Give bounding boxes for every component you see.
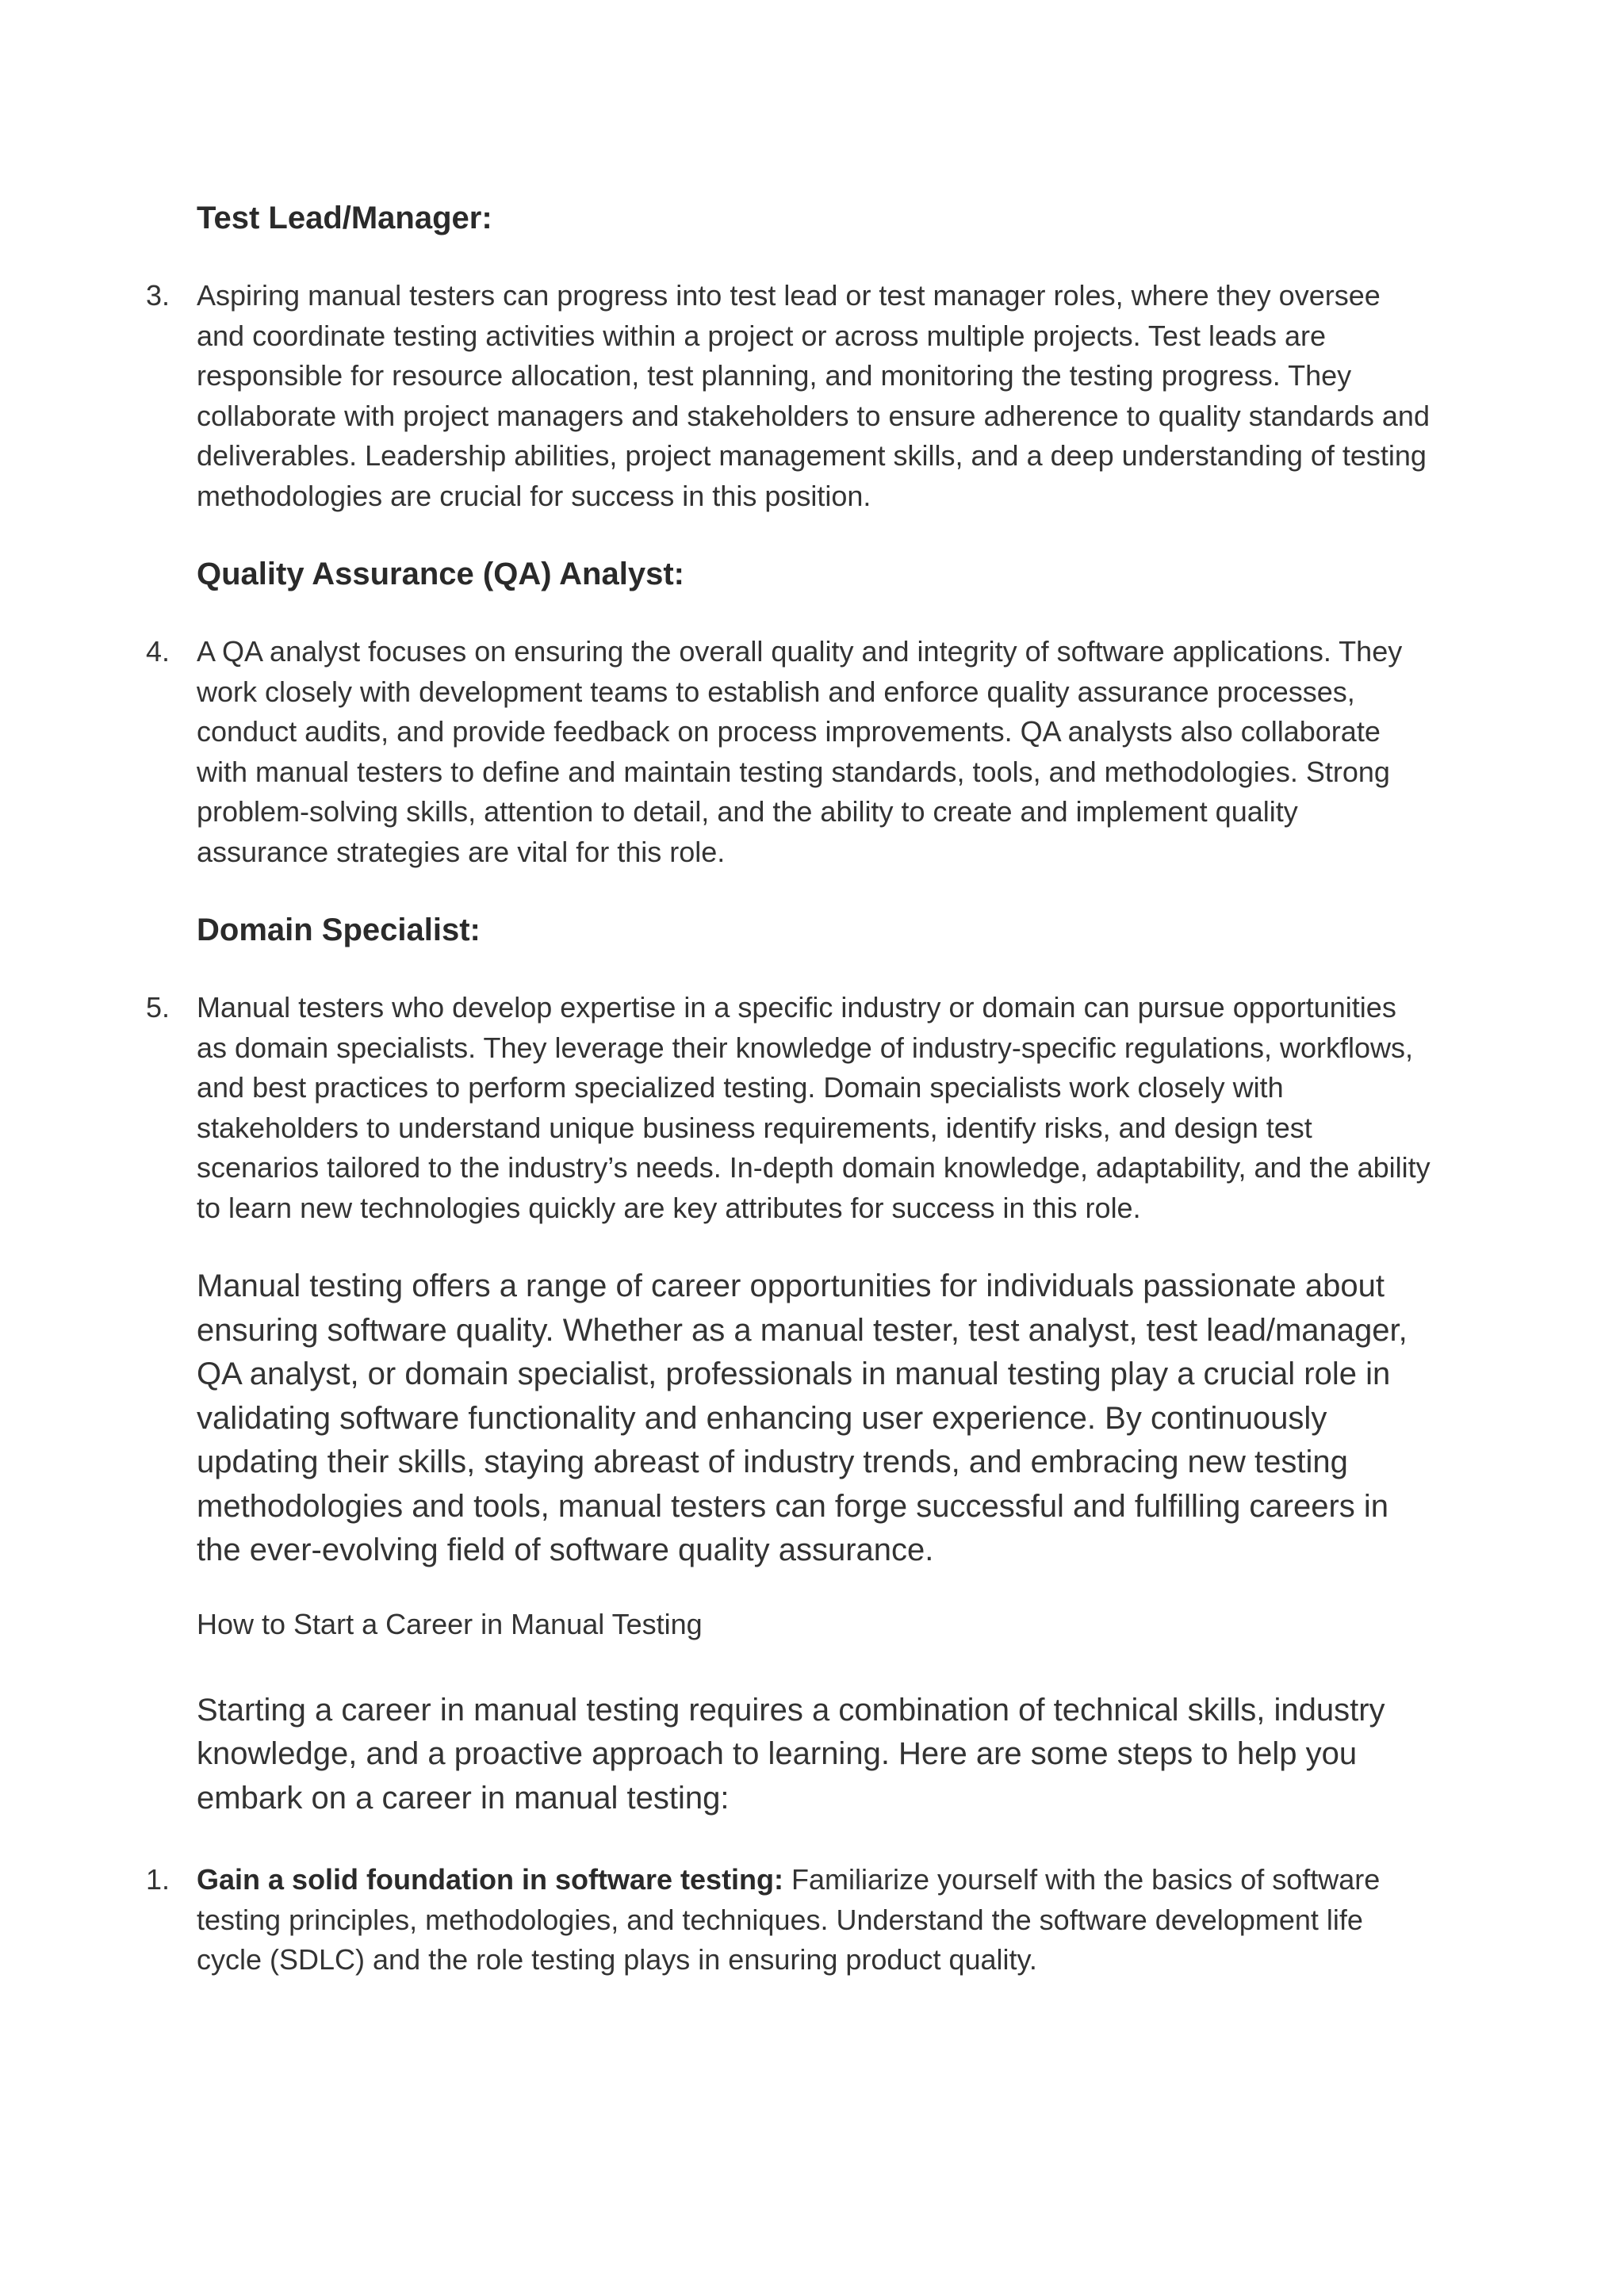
list-item-qa-analyst [146, 632, 1434, 872]
document-content [146, 197, 1434, 2017]
section-subtitle: How to Start a Career in Manual Testing [197, 1607, 703, 1640]
section-heading-qa-analyst: Quality Assurance (QA) Analyst: [197, 557, 684, 591]
list-item-text: A QA analyst focuses on ensuring the overall quality and integrity of software applications. They work closely with development teams to establish and enforce quality assurance processes, conduct audits, and provide feedback on process improvements. QA analysts also collaborate with manual testers to define and maintain testing standards, tools, and methodologies. Strong problem-solving skills, attention to detail, and the ability to create and implement quality assurance strategies are vital for this role. [197, 635, 1403, 868]
list-item-text: Aspiring manual testers can progress into test lead or test manager roles, where they oversee and coordinate testing activities within a project or across multiple projects. Test leads are responsible for resource allocation, test planning, and monitoring the testing progress. They collaborate with project managers and stakeholders to ensure adherence to quality standards and deliverables. Leadership abilities, project management skills, and a deep understanding of testing methodologies are crucial for success in this position. [197, 279, 1430, 512]
list-item-text: Manual testers who develop expertise in a specific industry or domain can pursue opportunities as domain specialists. They leverage their knowledge of industry-specific regulations, workflows, and best practices to perform specialized testing. Domain specialists work closely with stakeholders to understand unique business requirements, identify risks, and design test scenarios tailored to the industry’s needs. In-depth domain knowledge, adaptability, and the ability to learn new technologies quickly are key attributes for success in this role. [197, 991, 1431, 1224]
intro-paragraph: Starting a career in manual testing requires a combination of technical skills, industry knowledge, and a proactive approach to learning. Here are some steps to help you embark on a career in manual testing: [197, 1692, 1385, 1816]
list-item-domain-specialist [146, 988, 1434, 1228]
list-number: 4. [146, 635, 170, 668]
section-heading-domain-specialist: Domain Specialist: [197, 913, 481, 947]
step-item [146, 1860, 1434, 1980]
list-number: 3. [146, 279, 170, 312]
step-number: 1. [146, 1863, 170, 1896]
list-number: 5. [146, 991, 170, 1024]
step-body: Familiarize yourself with the basics of software testing principles, methodologies, and techniques. Understand the software development life cycle (SDLC) and the role testing plays in ensuring product quality. [197, 1863, 1381, 1976]
list-item-test-lead [146, 276, 1434, 516]
step-text [197, 1860, 1434, 1980]
section-heading-test-lead: Test Lead/Manager: [197, 201, 492, 235]
step-bold-lead: Gain a solid foundation in software testing: [197, 1863, 784, 1896]
conclusion-paragraph: Manual testing offers a range of career opportunities for individuals passionate about ensuring software quality. Whether as a manual tester, test analyst, test lead/manager, QA analyst, or domain specialist, professionals in manual testing play a crucial role in validating software functionality and enhancing user experience. By continuously updating their skills, staying abreast of industry trends, and embracing new testing methodologies and tools, manual testers can forge successful and fulfilling careers in the ever-evolving field of software quality assurance. [197, 1269, 1408, 1567]
